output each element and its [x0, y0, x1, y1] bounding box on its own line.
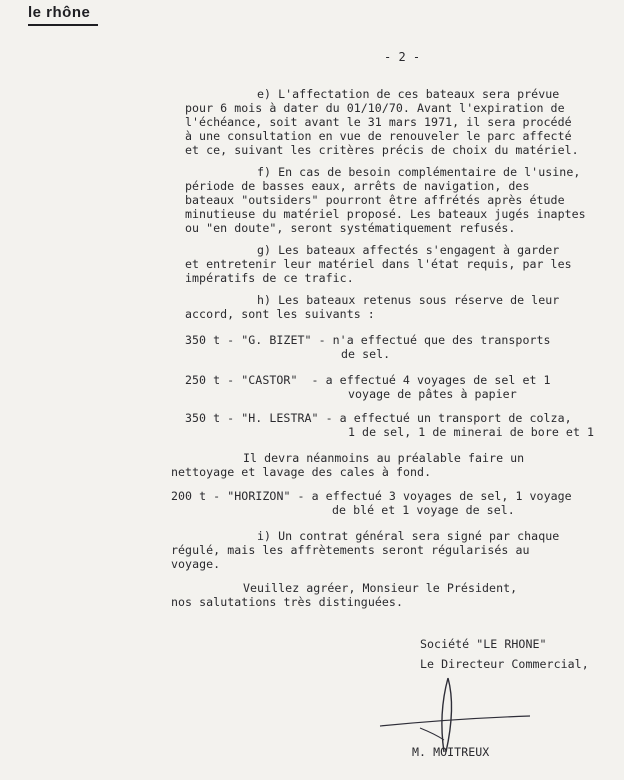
letterhead-underline	[28, 24, 98, 26]
para-g-line: et entretenir leur matériel dans l'état requis, par les	[185, 257, 572, 271]
para-e-line: et ce, suivant les critères précis de choix du matériel.	[185, 143, 579, 157]
para-f-line: période de basses eaux, arrêts de navigation, des	[185, 179, 530, 193]
boat-entry-line: 200 t - "HORIZON" - a effectué 3 voyages de sel, 1 voyage	[171, 489, 572, 503]
para-i-line: régulé, mais les affrètements seront régularisés au	[171, 543, 530, 557]
para-h-line: accord, sont les suivants :	[185, 307, 375, 321]
signature-name: M. MOITREUX	[412, 745, 490, 759]
para-e-line: à une consultation en vue de renouveler le parc affecté	[185, 129, 572, 143]
boat-entry-line: 250 t - "CASTOR" - a effectué 4 voyages de sel et 1	[185, 373, 551, 387]
para-e-line: l'échéance, soit avant le 31 mars 1971, il sera procédé	[185, 115, 572, 129]
boat-entry-line: de blé et 1 voyage de sel.	[332, 503, 515, 517]
closing-line: nos salutations très distinguées.	[171, 595, 403, 609]
para-f-line: minutieuse du matériel proposé. Les bateaux jugés inaptes	[185, 207, 586, 221]
para-f-line: bateaux "outsiders" pourront être affrétés après étude	[185, 193, 565, 207]
boat-entry-line: voyage de pâtes à papier	[348, 387, 517, 401]
boat-entry-line: de sel.	[341, 347, 391, 361]
para-f-line: ou "en doute", seront systématiquement refusés.	[185, 221, 516, 235]
para-f-line: f) En cas de besoin complémentaire de l'usine,	[257, 165, 581, 179]
cleaning-note-line: Il devra néanmoins au préalable faire un	[243, 451, 525, 465]
letterhead-logo: le rhône	[28, 4, 91, 21]
cleaning-note-line: nettoyage et lavage des cales à fond.	[171, 465, 432, 479]
para-h-line: h) Les bateaux retenus sous réserve de leur	[257, 293, 560, 307]
para-e-line: e) L'affectation de ces bateaux sera prévue	[257, 87, 560, 101]
signature-company: Société "LE RHONE"	[420, 637, 547, 651]
boat-entry-line: 350 t - "G. BIZET" - n'a effectué que des transports	[185, 333, 551, 347]
boat-entry-line: 1 de sel, 1 de minerai de bore et 1	[348, 425, 595, 439]
signature-title: Le Directeur Commercial,	[420, 657, 589, 671]
para-g-line: impératifs de ce trafic.	[185, 271, 354, 285]
para-i-line: voyage.	[171, 557, 221, 571]
para-g-line: g) Les bateaux affectés s'engagent à garder	[257, 243, 560, 257]
para-i-line: i) Un contrat général sera signé par chaque	[257, 529, 560, 543]
para-e-line: pour 6 mois à dater du 01/10/70. Avant l'expiration de	[185, 101, 565, 115]
closing-line: Veuillez agréer, Monsieur le Président,	[243, 581, 518, 595]
boat-entry-line: 350 t - "H. LESTRA" - a effectué un transport de colza,	[185, 411, 572, 425]
page-number: - 2 -	[384, 50, 421, 64]
